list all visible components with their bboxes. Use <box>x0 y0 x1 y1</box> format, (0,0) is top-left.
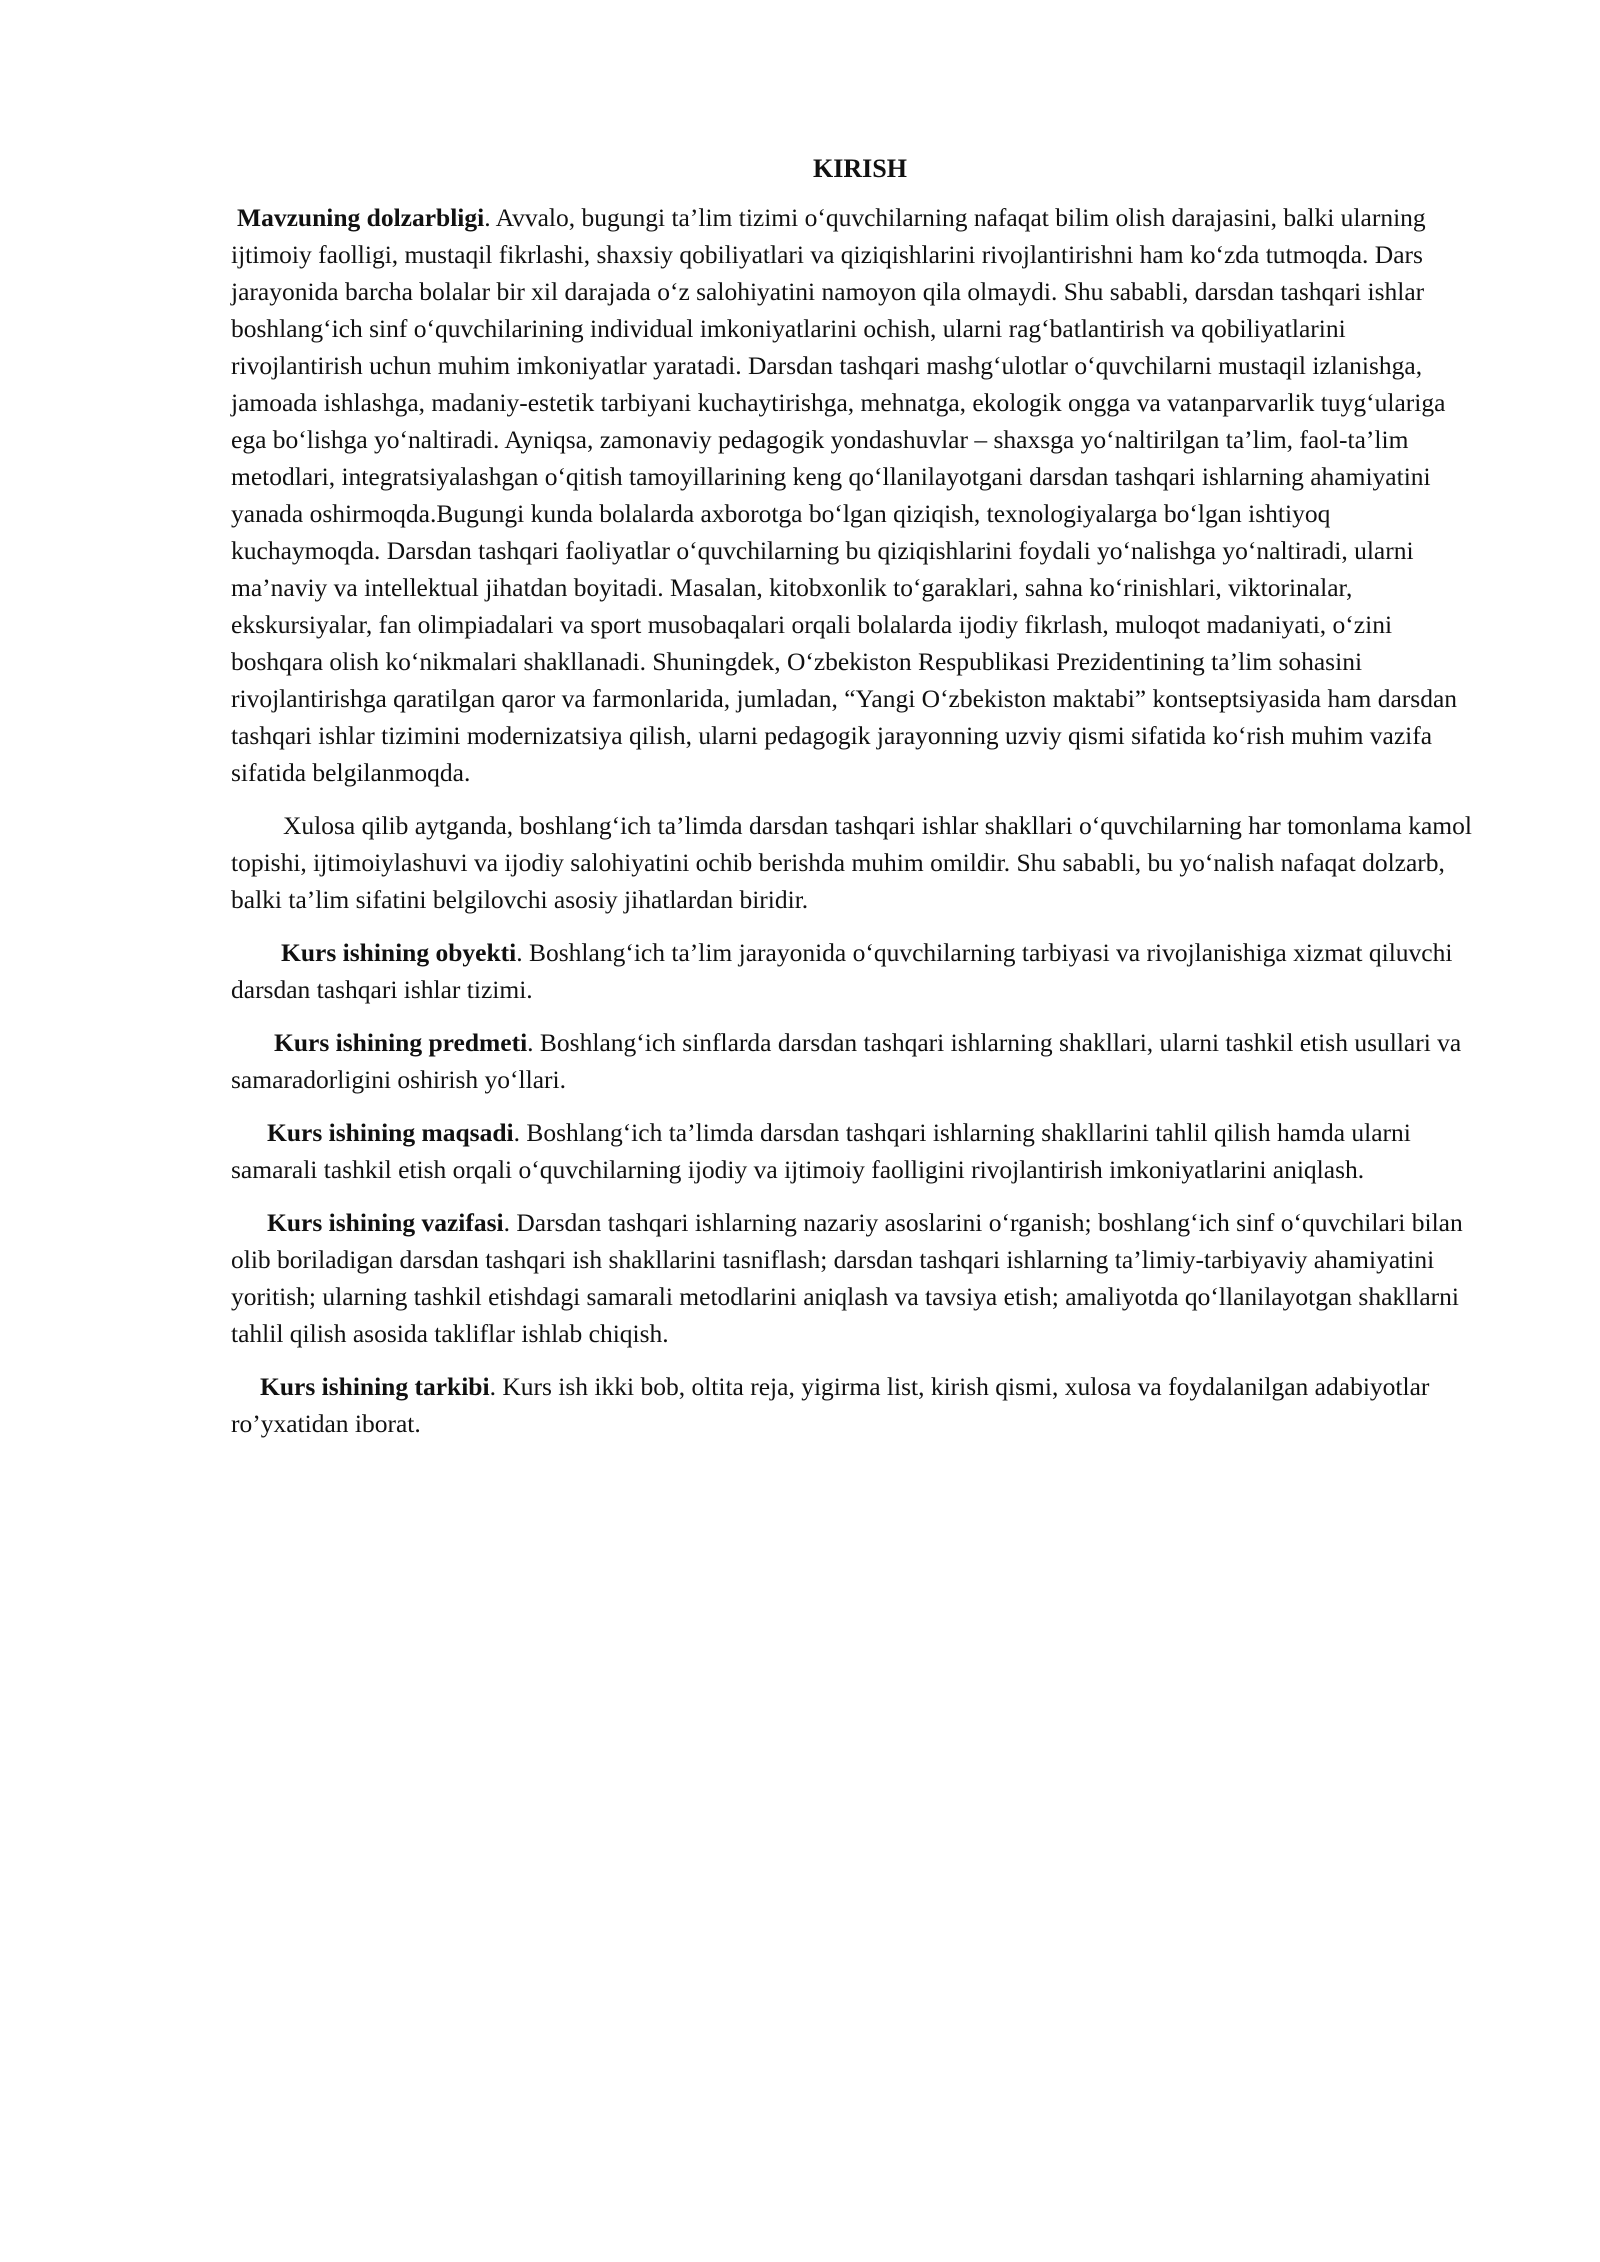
paragraph-text: . Boshlang‘ich ta’limda darsdan tashqari ishlarning shakllarini tahlil qilish hamda ularni samarali tashkil etish orqali o‘quvchilarning ijodiy va ijtimoiy faolligini rivojlantirish imkoniyatlarini aniqlash. <box>231 1118 1411 1184</box>
paragraph-text: Xulosa qilib aytganda, boshlang‘ich ta’limda darsdan tashqari ishlar shakllari o‘quvchilarning har tomonlama kamol topishi, ijtimoiylashuvi va ijodiy salohiyatini ochib berishda muhim omildir. Shu sababli, bu yo‘nalish nafaqat dolzarb, balki ta’lim sifatini belgilovchi asosiy jihatlardan biridir. <box>231 811 1472 914</box>
paragraph-tasks <box>231 1204 1481 1352</box>
paragraph-conclusion <box>231 807 1481 918</box>
paragraph-lead: Kurs ishining predmeti <box>274 1028 528 1057</box>
paragraph-subject <box>231 1024 1481 1098</box>
paragraph-goal <box>231 1114 1481 1188</box>
document-page <box>231 150 1481 1458</box>
paragraph-relevance <box>231 199 1481 791</box>
paragraph-lead: Kurs ishining vazifasi <box>267 1208 504 1237</box>
paragraph-lead: Kurs ishining maqsadi <box>267 1118 514 1147</box>
paragraph-text: . Darsdan tashqari ishlarning nazariy asoslarini o‘rganish; boshlang‘ich sinf o‘quvchilari bilan olib boriladigan darsdan tashqari ish shakllarini tasniflash; darsdan tashqari ishlarning ta’limiy-tarbiyaviy ahamiyatini yoritish; ularning tashkil etishdagi samarali metodlarini aniqlash va tavsiya etish; amaliyotda qo‘llanilayotgan shakllarni tahlil qilish asosida takliflar ishlab chiqish. <box>231 1208 1463 1348</box>
paragraph-text: . Kurs ish ikki bob, oltita reja, yigirma list, kirish qismi, xulosa va foydalanilgan adabiyotlar ro’yxatidan iborat. <box>231 1372 1430 1438</box>
paragraph-text: . Boshlang‘ich ta’lim jarayonida o‘quvchilarning tarbiyasi va rivojlanishiga xizmat qiluvchi darsdan tashqari ishlar tizimi. <box>231 938 1453 1004</box>
paragraph-text: . Boshlang‘ich sinflarda darsdan tashqari ishlarning shakllari, ularni tashkil etish usullari va samaradorligini oshirish yo‘llari. <box>231 1028 1462 1094</box>
paragraph-object <box>231 934 1481 1008</box>
document-heading: KIRISH <box>813 154 907 183</box>
paragraph-structure <box>231 1368 1481 1442</box>
paragraph-lead: Mavzuning dolzarbligi <box>237 203 485 232</box>
paragraph-text: . Avvalo, bugungi ta’lim tizimi o‘quvchilarning nafaqat bilim olish darajasini, balki ularning ijtimoiy faolligi, mustaqil fikrlashi, shaxsiy qobiliyatlari va qiziqishlarini rivojlantirishni ham ko‘zda tutmoqda. Dars jarayonida barcha bolalar bir xil darajada o‘z salohiyatini namoyon qila olmaydi. Shu sababli, darsdan tashqari ishlar boshlang‘ich sinf o‘quvchilarining individual imkoniyatlarini ochish, ularni rag‘batlantirish va qobiliyatlarini rivojlantirish uchun muhim imkoniyatlar yaratadi. Darsdan tashqari mashg‘ulotlar o‘quvchilarni mustaqil izlanishga, jamoada ishlashga, madaniy-estetik tarbiyani kuchaytirishga, mehnatga, ekologik ongga va vatanparvarlik tuyg‘ulariga ega bo‘lishga yo‘naltiradi. Ayniqsa, zamonaviy pedagogik yondashuvlar – shaxsga yo‘naltirilgan ta’lim, faol-ta’lim metodlari, integratsiyalashgan o‘qitish tamoyillarining keng qo‘llanilayotgani darsdan tashqari ishlarning ahamiyatini yanada oshirmoqda.Bugungi kunda bolalarda axborotga bo‘lgan qiziqish, texnologiyalarga bo‘lgan ishtiyoq kuchaymoqda. Darsdan tashqari faoliyatlar o‘quvchilarning bu qiziqishlarini foydali yo‘nalishga yo‘naltiradi, ularni ma’naviy va intellektual jihatdan boyitadi. Masalan, kitobxonlik to‘garaklari, sahna ko‘rinishlari, viktorinalar, ekskursiyalar, fan olimpiadalari va sport musobaqalari orqali bolalarda ijodiy fikrlash, muloqot madaniyati, o‘zini boshqara olish ko‘nikmalari shakllanadi. Shuningdek, O‘zbekiston Respublikasi Prezidentining ta’lim sohasini rivojlantirishga qaratilgan qaror va farmonlarida, jumladan, “Yangi O‘zbekiston maktabi” kontseptsiyasida ham darsdan tashqari ishlar tizimini modernizatsiya qilish, ularni pedagogik jarayonning uzviy qismi sifatida ko‘rish muhim vazifa sifatida belgilanmoqda. <box>231 203 1458 787</box>
paragraph-lead: Kurs ishining obyekti <box>281 938 517 967</box>
paragraph-lead: Kurs ishining tarkibi <box>260 1372 490 1401</box>
